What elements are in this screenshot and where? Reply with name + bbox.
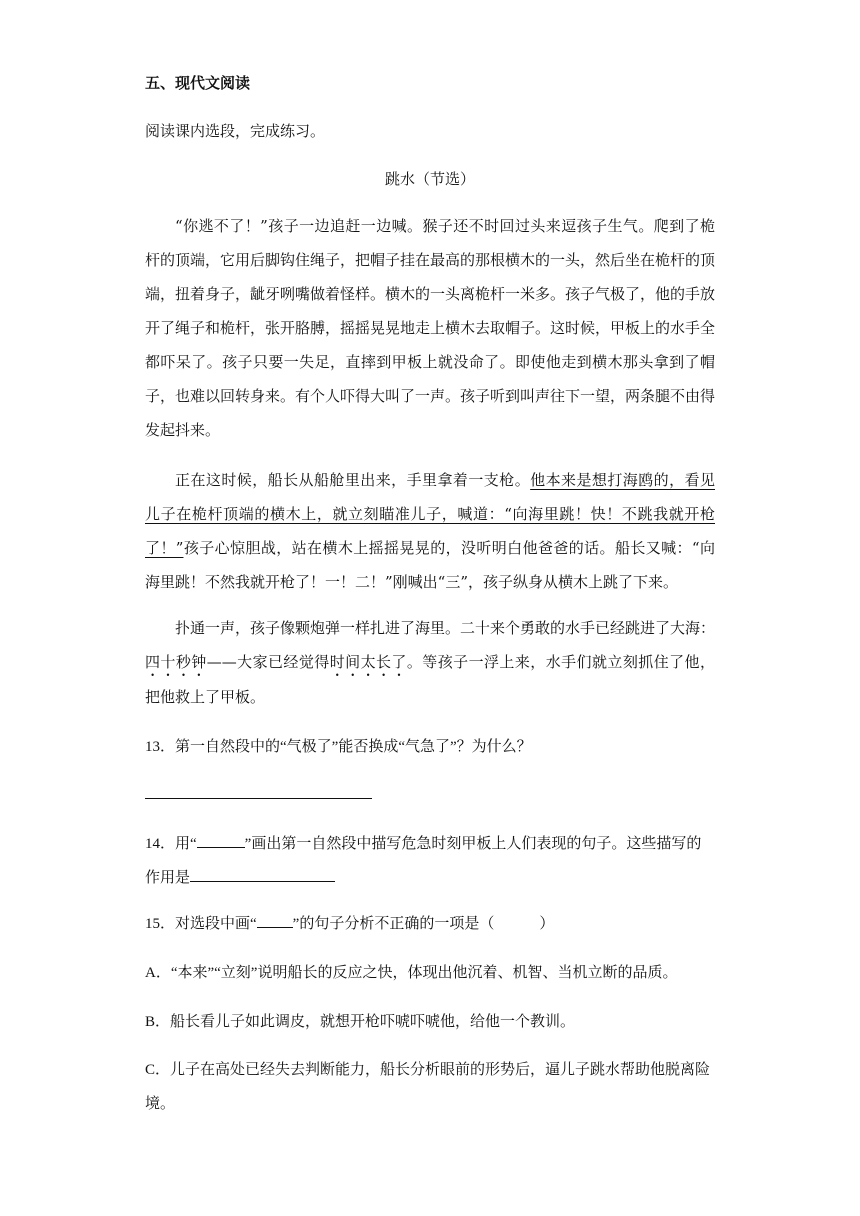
passage-paragraph-2 [145, 463, 715, 599]
paragraph-2-text-a: 正在这时候，船长从船舱里出来，手里拿着一支枪。 [175, 471, 531, 489]
answer-blank-14[interactable] [190, 866, 335, 882]
section-title: 五、现代文阅读 [145, 74, 251, 92]
paragraph-3-text-e: 。等孩子一浮上来，水手们就立刻抓住了他，把他救上了甲板。 [145, 653, 715, 706]
option-b[interactable]: B．船长看儿子如此调皮，就想开枪吓唬吓唬他，给他一个教训。 [145, 1014, 576, 1030]
question-15-text-a: 15．对选段中画“ [145, 916, 257, 932]
option-a[interactable]: A．“本来”“立刻”说明船长的反应之快，体现出他沉着、机智、当机立断的品质。 [145, 965, 678, 981]
paragraph-3-text-c: ——大家已经觉得 [206, 653, 330, 671]
paragraph-2-text-c: 孩子心惊胆战，站在横木上摇摇晃晃的，没听明白他爸爸的话。船长又喊：“向海里跳！不然我就开枪了！一！二！”刚喊出“三”，孩子纵身从横木上跳了下来。 [145, 539, 715, 591]
blank-mark-underline-15 [257, 912, 293, 928]
dotted-phrase-2: 时间太长了 [329, 653, 407, 671]
passage-paragraph-1: “你逃不了！”孩子一边追赶一边喊。猴子还不时回过头来逗孩子生气。爬到了桅杆的顶端，它用后脚钩住绳子，把帽子挂在最高的那根横木的一头，然后坐在桅杆的顶端，扭着身子，龇牙咧嘴做着怪样。横木的一头离桅杆一米多。孩子气极了，他的手放开了绳子和桅杆，张开胳膊，摇摇晃晃地走上横木去取帽子。这时候，甲板上的水手全都吓呆了。孩子只要一失足，直摔到甲板上就没命了。即使他走到横木那头拿到了帽子，也难以回转身来。有个人吓得大叫了一声。孩子听到叫声往下一望，两条腿不由得发起抖来。 [145, 217, 716, 439]
underlined-sentence: 他本来是想打海鸥的，看见儿子在桅杆顶端的横木上，就立刻瞄准儿子，喊道：“向海里跳！快！不跳我就开枪了！” [145, 471, 715, 557]
answer-line-13[interactable] [145, 798, 372, 799]
passage-title: 跳水（节选） [384, 170, 475, 188]
instruction-text: 阅读课内选段，完成练习。 [145, 122, 326, 140]
question-14 [145, 827, 715, 895]
paragraph-3-text-a: 扑通一声，孩子像颗炮弹一样扎进了海里。二十来个勇敢的水手已经跳进了大海： [175, 619, 716, 637]
option-c[interactable]: C．儿子在高处已经失去判断能力，船长分析眼前的形势后，逼儿子跳水帮助他脱离险境。 [145, 1062, 711, 1112]
blank-mark-underline [197, 832, 245, 848]
question-13: 13．第一自然段中的“气极了”能否换成“气急了”？为什么？ [145, 739, 532, 755]
passage-paragraph-3 [145, 611, 715, 714]
question-15-text-b: ”的句子分析不正确的一项是（ ） [292, 916, 555, 932]
question-15 [145, 907, 715, 941]
question-14-text-a: 14．用“ [145, 836, 197, 852]
dotted-phrase-1: 四十秒钟 [145, 653, 207, 671]
question-14-text-b: ”画出第一自然段中描写危急时刻甲板上人们表现的句子。这些描写的作用是 [145, 836, 702, 886]
